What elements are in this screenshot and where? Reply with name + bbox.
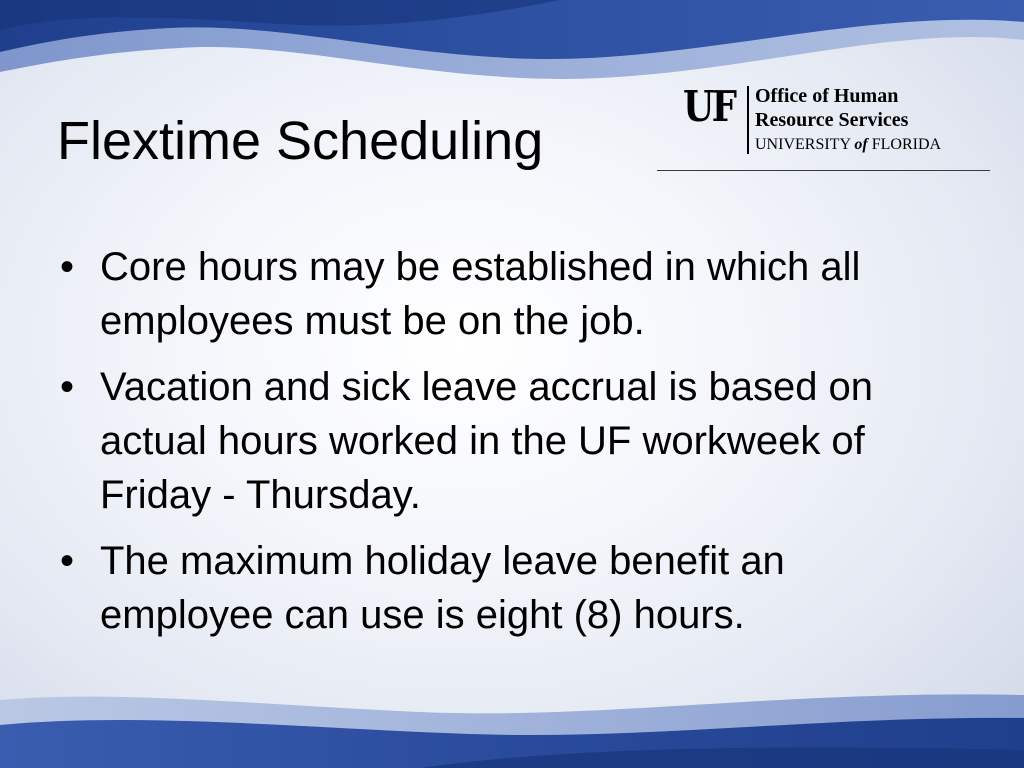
logo-divider xyxy=(747,86,749,154)
uf-logo-mark: UF xyxy=(683,82,735,131)
logo-line-university xyxy=(755,134,941,156)
bullet-item-holiday-leave xyxy=(58,534,948,642)
bullet-text: Core hours may be established in which all employees must be on the job. xyxy=(100,245,861,343)
logo-text xyxy=(755,84,941,156)
logo-of-word: of xyxy=(854,136,868,153)
bullet-marker: • xyxy=(60,365,75,409)
title-underline xyxy=(657,170,990,171)
bullet-text: Vacation and sick leave accrual is based on actual hours worked in the UF workweek of Friday - Thursday. xyxy=(100,365,874,517)
logo-university-word: UNIVERSITY xyxy=(755,136,855,153)
bullet-list xyxy=(58,240,948,654)
bullet-marker: • xyxy=(60,245,75,289)
logo-florida-word: FLORIDA xyxy=(867,136,942,153)
logo-line-resource: Resource Services xyxy=(755,109,909,131)
bullet-text: The maximum holiday leave benefit an employee can use is eight (8) hours. xyxy=(100,539,785,637)
slide-title: Flextime Scheduling xyxy=(57,111,544,171)
bullet-item-leave-accrual xyxy=(58,360,948,522)
logo-line-office: Office of Human xyxy=(755,85,899,107)
bullet-marker: • xyxy=(60,539,75,583)
uf-hr-logo xyxy=(683,82,983,156)
bullet-item-core-hours xyxy=(58,240,948,348)
